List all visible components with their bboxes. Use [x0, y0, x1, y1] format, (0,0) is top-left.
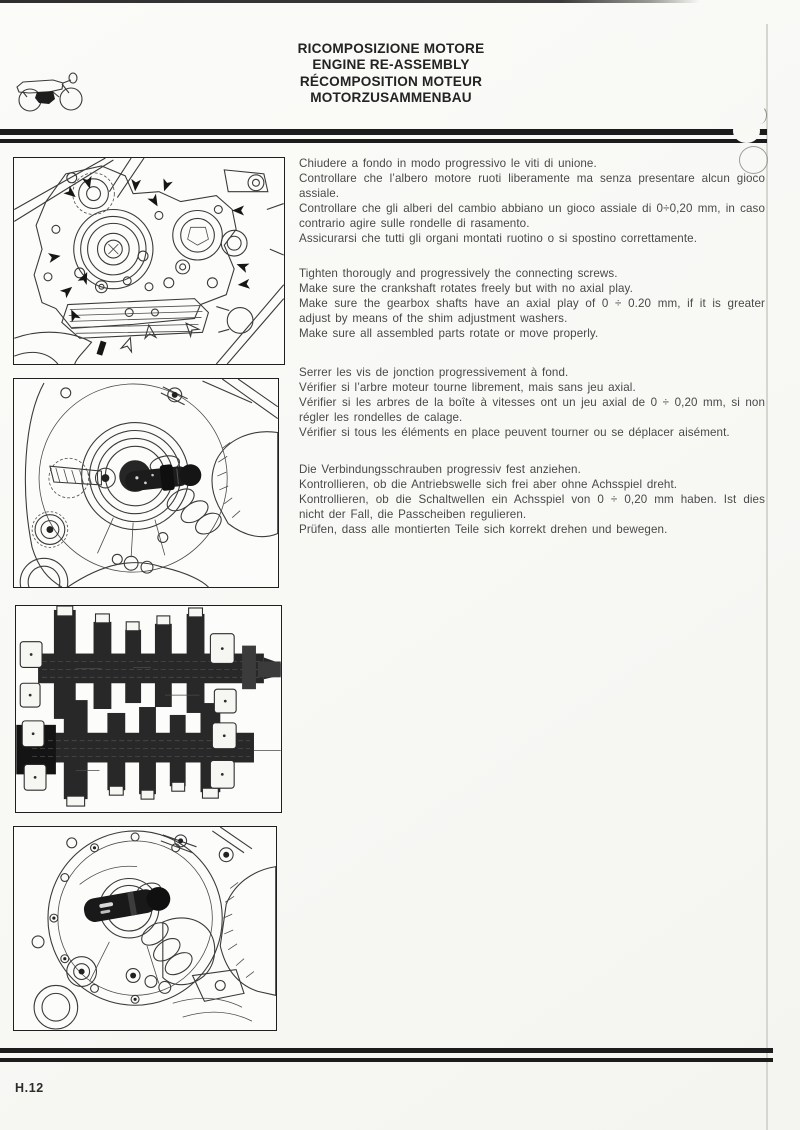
italian-p1: Chiudere a fondo in modo progressivo le viti di unione. [299, 157, 597, 170]
italian-p3: Controllare che gli alberi del cambio abbiano un gioco assiale di 0÷0,20 mm, in caso contrario agire sulle rondelle di rasamento. [299, 201, 765, 230]
title-german: MOTORZUSAMMENBAU [310, 90, 472, 106]
french-p3: Vérifier si les arbres de la boîte à vitesses ont un jeu axial de 0 ÷ 0,20 mm, si non régler les rondelles de calage. [299, 395, 765, 424]
paragraph-block-french [299, 366, 765, 441]
title-french: RÉCOMPOSITION MOTEUR [299, 73, 483, 89]
italian-p4: Assicurarsi che tutti gli organi montati ruotino o si spostino correttamente. [299, 231, 698, 245]
header-rule-thin [0, 139, 767, 143]
italian-p2: Controllare che l’albero motore ruoti liberamente ma senza presentare alcun gioco assiale. [299, 171, 765, 200]
paragraph-block-italian [299, 157, 765, 246]
english-p3: Make sure the gearbox shafts have an axial play of 0 ÷ 0.20 mm, if it is greater adjust by means of the shim adjustment washers. [299, 296, 765, 325]
figure-crankshaft-check [13, 378, 279, 588]
header-rule-thick [0, 129, 767, 135]
german-p3: Kontrollieren, ob die Schaltwellen ein Achsspiel von 0 ÷ 0,20 mm haben. Ist dies nicht der Fall, die Passcheiben regulieren. [299, 492, 765, 521]
french-p1: Serrer les vis de jonction progressivement à fond. [299, 366, 569, 379]
english-p2: Make sure the crankshaft rotates freely but with no axial play. [299, 281, 633, 295]
footer-rule-thick [0, 1048, 773, 1053]
page-curl-tip [753, 106, 767, 124]
english-p4: Make sure all assembled parts rotate or move properly. [299, 326, 599, 340]
figure-crankcase-union-screws [13, 157, 285, 365]
title-italian: RICOMPOSIZIONE MOTORE [297, 41, 485, 56]
paragraph-block-german [299, 463, 765, 538]
paragraph-block-english [299, 267, 765, 342]
figure-gearbox-shafts [15, 605, 282, 813]
french-p2: Vérifier si l’arbre moteur tourne librement, mais sans jeu axial. [299, 380, 636, 394]
french-p4: Vérifier si tous les éléments en place peuvent tourner ou se déplacer aisément. [299, 425, 730, 439]
scan-top-edge [0, 0, 700, 3]
english-p1: Tighten thorougly and progressively the connecting screws. [299, 267, 618, 280]
german-p2: Kontrollieren, ob die Antriebswelle sich frei aber ohne Achsspiel dreht. [299, 477, 678, 491]
figure-clutch-side-check [13, 826, 277, 1031]
page-right-edge [766, 24, 768, 1130]
german-p4: Prüfen, dass alle montierten Teile sich korrekt drehen und bewegen. [299, 522, 668, 536]
title-english: ENGINE RE-ASSEMBLY [312, 57, 470, 73]
section-title-block [266, 41, 516, 107]
footer-rule-thin [0, 1058, 773, 1062]
page-number: H.12 [15, 1081, 44, 1095]
german-p1: Die Verbindungsschrauben progressiv fest anziehen. [299, 463, 581, 476]
motorcycle-icon [13, 71, 89, 118]
